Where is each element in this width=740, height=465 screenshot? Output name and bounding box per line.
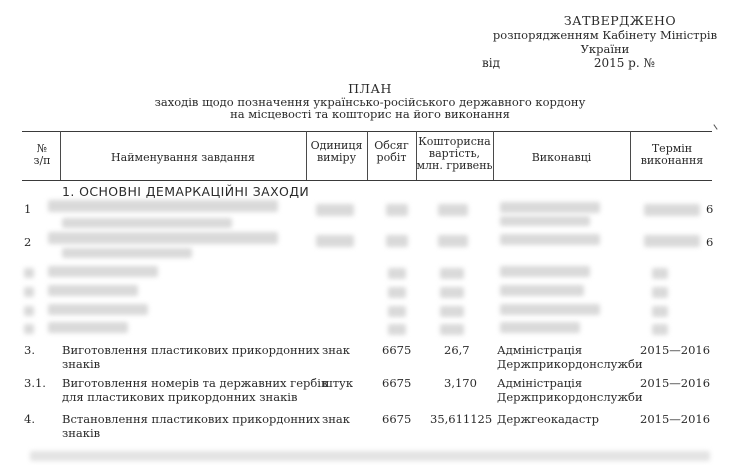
redaction [24,287,34,297]
approval-date [440,56,730,70]
col-header-volume [367,140,416,164]
redaction [440,324,464,335]
redaction [652,268,668,279]
row-cost: 3,170 [444,376,477,390]
row-volume: 6675 [382,376,412,390]
col-header-num [24,143,60,167]
row-volume: 6675 [382,343,412,357]
col-header-task: Найменування завдання [111,151,255,164]
redaction [500,202,600,213]
col-header-cost-3: млн. гривень [416,159,493,172]
col-header-term [630,143,714,167]
redaction [386,204,408,216]
row-cost: 26,7 [444,343,470,357]
redaction [652,324,668,335]
plan-title: ПЛАН [348,81,392,96]
plan-subtitle-2: на місцевості та кошторис на його виконання [230,107,510,121]
redaction [500,266,590,277]
redaction [24,268,34,278]
row-number: 1 [24,202,32,216]
redaction [440,306,464,317]
approval-date-prefix: від [482,56,500,70]
row-task-cont: знаків [62,357,101,371]
row-executor: Адміністрація [497,376,583,390]
redaction-bottom [30,451,710,461]
scan-mark [713,124,717,129]
row-task: Виготовлення пластикових прикордонних [62,343,320,357]
row-task: Виготовлення номерів та державних гербів [62,376,328,390]
redaction [438,204,468,216]
row-number: 3. [24,343,35,357]
row-term: 2015—2016 [640,376,711,390]
approval-block [440,14,730,70]
col-header-cost [416,136,493,172]
col-header-term-2: виконання [640,154,704,167]
col-header-num-top: № [36,142,48,155]
col-header-unit [306,140,367,164]
redaction [388,268,406,279]
redaction [440,287,464,298]
redaction [438,235,468,247]
approval-date-suffix: 2015 р. № [593,56,655,70]
redaction [644,204,700,216]
row-executor: Держгеокадастр [497,412,599,426]
redaction [644,235,700,247]
redaction [48,304,148,315]
row-executor: Адміністрація [497,343,583,357]
row-executor-cont: Держприкордонслужби [497,390,643,404]
plan-subtitle-1: заходів щодо позначення українсько-російського державного кордону [154,95,586,109]
redaction [48,200,278,212]
approval-decree: розпорядженням Кабінету Міністрів України [492,28,718,56]
redaction [48,266,158,277]
row-term: 2015—2016 [640,343,711,357]
redaction [24,324,34,334]
redaction [62,218,232,228]
row-task: Встановлення пластикових прикордонних [62,412,320,426]
row-executor-cont: Держприкордонслужби [497,357,643,371]
row-volume: 6675 [382,412,412,426]
redaction [48,232,278,244]
col-header-executor: Виконавці [531,151,592,164]
row-term: 2015—2016 [640,412,711,426]
table-header-rule [22,180,712,181]
redaction [500,234,600,245]
row-task-cont: для пластикових прикордонних знаків [62,390,298,404]
row-unit: знак [322,343,350,357]
row-number: 4. [24,412,35,426]
row-task-cont: знаків [62,426,101,440]
redaction [500,304,600,315]
col-header-num-bottom: з/п [33,154,51,167]
redaction [440,268,464,279]
approval-title: ЗАТВЕРДЖЕНО [563,13,677,28]
row-term-fragment: 6 [706,235,714,249]
redaction [500,285,584,296]
redaction [48,285,138,296]
redaction [62,248,192,258]
redaction [652,287,668,298]
redaction [652,306,668,317]
col-header-unit-1: Одиниця [310,139,363,152]
row-term-fragment: 6 [706,202,714,216]
redaction [316,204,354,216]
col-header-term-1: Термін [651,142,693,155]
redaction [386,235,408,247]
redaction [48,322,128,333]
redaction [24,306,34,316]
row-cost: 35,611125 [430,412,493,426]
redaction [388,287,406,298]
row-unit: штук [322,376,354,390]
row-number: 3.1. [24,376,46,390]
redaction [500,216,590,226]
col-header-volume-1: Обсяг [374,139,409,152]
col-header-unit-2: виміру [316,151,357,164]
redaction [500,322,580,333]
col-header-cost-1: Кошторисна [418,135,491,148]
section-title: 1. ОСНОВНІ ДЕМАРКАЦІЙНІ ЗАХОДИ [62,184,310,199]
row-unit: знак [322,412,350,426]
col-header-cost-2: вартість, [428,147,481,160]
row-number: 2 [24,235,32,249]
redaction [388,324,406,335]
redaction [316,235,354,247]
col-header-volume-2: робіт [376,151,407,164]
redaction [388,306,406,317]
